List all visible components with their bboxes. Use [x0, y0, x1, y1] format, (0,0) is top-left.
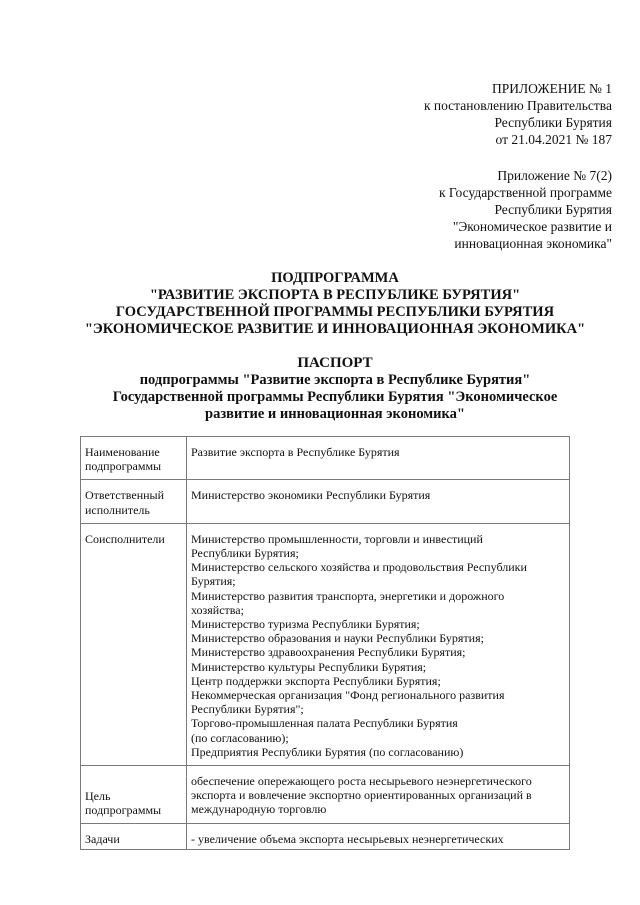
field-name-cell [81, 823, 187, 849]
field-value: Республики Бурятия; [191, 546, 299, 561]
appendix-1-line: Республики Бурятия [494, 115, 612, 130]
table-row [81, 437, 570, 480]
field-name-cell [81, 766, 187, 824]
passport-title-line: подпрограммы "Развитие экспорта в Республике Бурятия" [139, 372, 531, 388]
field-value: международную торговлю [191, 802, 327, 817]
field-value: Министерство здравоохранения Республики Бурятия; [191, 645, 466, 660]
field-value: Министерство культуры Республики Бурятия; [191, 659, 427, 674]
appendix-7-line: Республики Бурятия [494, 202, 612, 217]
appendix-7-line: "Экономическое развитие и [452, 219, 612, 234]
field-value: Министерство образования и науки Республики Бурятия; [191, 631, 484, 646]
subprogram-title-line: ГОСУДАРСТВЕННОЙ ПРОГРАММЫ РЕСПУБЛИКИ БУРЯТИЯ [115, 304, 555, 320]
field-value: Бурятия; [191, 574, 236, 589]
field-value: - увеличение объема экспорта несырьевых неэнергетических [191, 831, 504, 846]
field-value: Торгово-промышленная палата Республики Бурятия [191, 716, 458, 731]
field-value-cell [187, 480, 570, 523]
subprogram-title-line: "РАЗВИТИЕ ЭКСПОРТА В РЕСПУБЛИКЕ БУРЯТИЯ" [149, 287, 521, 303]
field-name: Ответственный [85, 488, 165, 503]
passport-table [80, 436, 570, 850]
passport-title-line: ПАСПОРТ [297, 355, 373, 371]
field-value: Развитие экспорта в Республике Бурятия [191, 445, 400, 459]
field-value: Республики Бурятия"; [191, 702, 304, 717]
appendix-1-line: ПРИЛОЖЕНИЕ № 1 [491, 81, 612, 96]
field-value: Некоммерческая организация "Фонд регионального развития [191, 688, 505, 703]
appendix-1-header [424, 80, 612, 148]
field-value-cell [187, 823, 570, 849]
field-name: подпрограммы [85, 459, 162, 474]
appendix-7-line: инновационная экономика" [454, 236, 612, 251]
appendix-7-line: Приложение № 7(2) [497, 168, 612, 183]
field-value: Центр поддержки экспорта Республики Бурятия; [191, 673, 441, 688]
field-value: Министерство экономики Республики Бурятия [191, 488, 431, 503]
appendix-1-line: от 21.04.2021 № 187 [495, 132, 612, 147]
passport-title [40, 355, 630, 423]
field-value: хозяйства; [191, 602, 244, 617]
table-row [81, 766, 570, 824]
field-value: экспорта и вовлечение экспортно ориентированных организаций в [191, 788, 532, 803]
field-name-cell [81, 480, 187, 523]
field-value: Министерство сельского хозяйства и продовольствия Республики [191, 560, 527, 575]
field-value-cell [187, 766, 570, 824]
field-name-cell [81, 523, 187, 765]
subprogram-title-line: ПОДПРОГРАММА [271, 270, 399, 286]
field-name: исполнитель [85, 502, 150, 517]
appendix-7-line: к Государственной программе [438, 185, 612, 200]
appendix-1-line: к постановлению Правительства [423, 98, 612, 113]
passport-title-line: развитие и инновационная экономика" [205, 406, 465, 422]
field-value: обеспечение опережающего роста несырьевого неэнергетического [191, 774, 532, 789]
field-value: (по согласованию); [191, 730, 289, 745]
field-value: Министерство промышленности, торговли и инвестиций [191, 531, 483, 546]
field-name: Цель [85, 789, 111, 804]
field-name: Задачи [85, 831, 120, 846]
field-value: Предприятия Республики Бурятия (по согласованию) [191, 744, 464, 759]
appendix-7-header [439, 167, 612, 252]
field-value-cell [187, 437, 570, 480]
field-value: Министерство туризма Республики Бурятия; [191, 617, 420, 632]
table-row [81, 480, 570, 523]
table-row [81, 823, 570, 849]
field-name: подпрограммы [85, 803, 162, 818]
field-name: Наименование [85, 445, 160, 459]
field-name: Соисполнители [85, 531, 165, 546]
field-name-cell [81, 437, 187, 480]
field-value-cell [187, 523, 570, 765]
table-row [81, 523, 570, 765]
passport-title-line: Государственной программы Республики Бурятия "Экономическое [112, 389, 558, 405]
subprogram-title [40, 270, 630, 338]
subprogram-title-line: "ЭКОНОМИЧЕСКОЕ РАЗВИТИЕ И ИННОВАЦИОННАЯ ЭКОНОМИКА" [84, 321, 586, 337]
field-value: Министерство развития транспорта, энергетики и дорожного [191, 588, 505, 603]
